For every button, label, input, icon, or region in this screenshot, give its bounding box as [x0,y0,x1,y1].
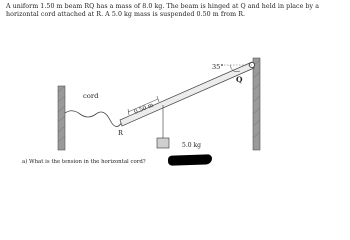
left-wall [58,86,65,150]
problem-line-2: horizontal cord attached at R. A 5.0 kg mass is suspended 0.50 m from R. [6,10,246,18]
horizontal-cord [65,111,122,127]
mass-block [157,138,169,148]
cord-label: cord [83,92,99,100]
mass-label: 5.0 kg [182,142,201,149]
beam-rq [120,62,254,126]
distance-label: 0.50 m [133,102,155,116]
problem-line-1: A uniform 1.50 m beam RQ has a mass of 8.0 kg. The beam is hinged at Q and held in place by a [6,3,320,10]
angle-label: 35° [212,63,224,71]
question-a: a) What is the tension in the horizontal cord? [22,159,146,165]
redaction-mark [168,154,212,166]
end-label: R [118,129,123,137]
hinge-label: Q [236,75,243,84]
right-wall [253,58,260,150]
